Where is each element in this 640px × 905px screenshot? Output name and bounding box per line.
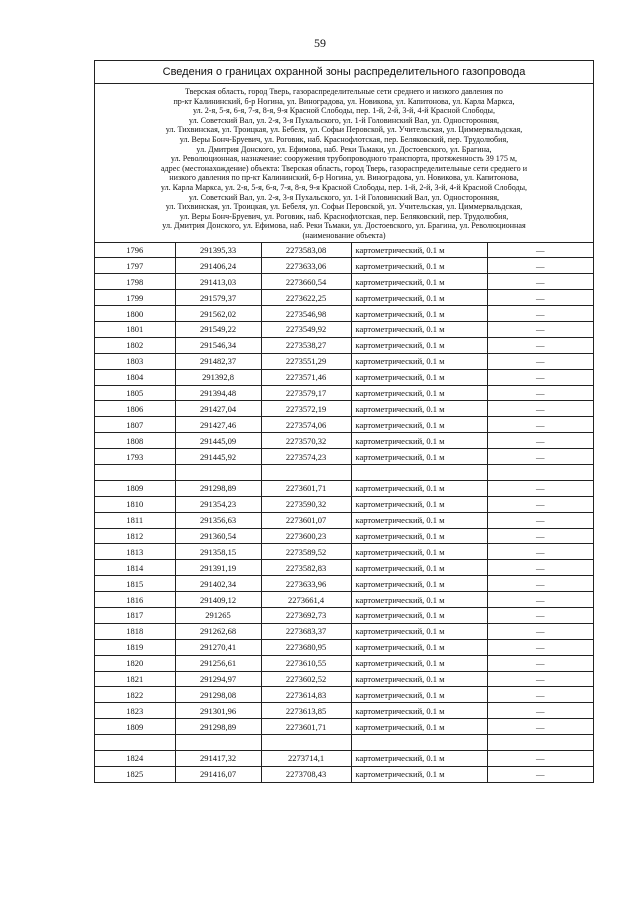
method-accuracy: картометрический, 0.1 м bbox=[351, 623, 487, 639]
method-accuracy: картометрический, 0.1 м bbox=[351, 671, 487, 687]
method-accuracy: картометрический, 0.1 м bbox=[351, 385, 487, 401]
method-accuracy: картометрический, 0.1 м bbox=[351, 607, 487, 623]
description-cell: — bbox=[487, 560, 593, 576]
description-cell: — bbox=[487, 290, 593, 306]
method-accuracy: картометрический, 0.1 м bbox=[351, 401, 487, 417]
coord-y: 2273571,46 bbox=[261, 369, 351, 385]
coord-x: 291395,33 bbox=[175, 243, 261, 258]
point-number: 1816 bbox=[95, 592, 175, 608]
table-row bbox=[95, 623, 593, 639]
method-accuracy: картометрический, 0.1 м bbox=[351, 766, 487, 781]
method-accuracy: картометрический, 0.1 м bbox=[351, 337, 487, 353]
coord-y: 2273714,1 bbox=[261, 751, 351, 767]
object-description bbox=[95, 84, 593, 243]
table-row bbox=[95, 512, 593, 528]
description-line: ул. Революционная, назначение: сооружения трубопроводного транспорта, протяженность 39 175 м, bbox=[170, 154, 518, 164]
description-cell: — bbox=[487, 703, 593, 719]
description-cell: — bbox=[487, 671, 593, 687]
description-cell: — bbox=[487, 385, 593, 401]
coord-x: 291265 bbox=[175, 607, 261, 623]
coord-x: 291562,02 bbox=[175, 306, 261, 322]
coord-y: 2273579,17 bbox=[261, 385, 351, 401]
point-number bbox=[95, 735, 175, 751]
table-row bbox=[95, 687, 593, 703]
coord-x: 291262,68 bbox=[175, 623, 261, 639]
description-line: ул. Карла Маркса, ул. 2-я, 5-я, 6-я, 7-я, 8-я, 9-я Красной Слободы, пер. 1-й, 2-й, 3-й, 4-й Красной Слободы, bbox=[160, 182, 528, 192]
description-line: (наименование объекта) bbox=[302, 230, 386, 240]
coord-y: 2273602,52 bbox=[261, 671, 351, 687]
coord-x: 291256,61 bbox=[175, 655, 261, 671]
table-row bbox=[95, 480, 593, 496]
coord-y: 2273633,96 bbox=[261, 576, 351, 592]
method-accuracy: картометрический, 0.1 м bbox=[351, 480, 487, 496]
description-cell: — bbox=[487, 544, 593, 560]
coord-x: 291413,03 bbox=[175, 274, 261, 290]
method-accuracy: картометрический, 0.1 м bbox=[351, 258, 487, 274]
coord-x: 291294,97 bbox=[175, 671, 261, 687]
description-line: ул. 2-я, 5-я, 6-я, 7-я, 8-я, 9-я Красной Слободы, пер. 1-й, 2-й, 3-й, 4-й Красной Слободы, bbox=[192, 106, 496, 116]
point-number: 1798 bbox=[95, 274, 175, 290]
coord-x: 291360,54 bbox=[175, 528, 261, 544]
point-number: 1799 bbox=[95, 290, 175, 306]
coord-y: 2273633,06 bbox=[261, 258, 351, 274]
coord-x: 291394,48 bbox=[175, 385, 261, 401]
description-line: Тверская область, город Тверь, газораспределительные сети среднего и низкого давления по bbox=[185, 87, 503, 96]
coord-x: 291417,32 bbox=[175, 751, 261, 767]
description-line: ул. Советский Вал, ул. 2-я, 3-я Пухальского, ул. 1-й Головинский Вал, ул. Односторонняя, bbox=[188, 192, 500, 202]
table-row bbox=[95, 337, 593, 353]
coord-y: 2273601,71 bbox=[261, 719, 351, 735]
table-row bbox=[95, 592, 593, 608]
method-accuracy: картометрический, 0.1 м bbox=[351, 369, 487, 385]
description-cell: — bbox=[487, 751, 593, 767]
coord-y: 2273589,52 bbox=[261, 544, 351, 560]
description-cell: — bbox=[487, 480, 593, 496]
coord-x: 291358,15 bbox=[175, 544, 261, 560]
coord-x bbox=[175, 735, 261, 751]
method-accuracy bbox=[351, 464, 487, 480]
coord-y: 2273582,83 bbox=[261, 560, 351, 576]
method-accuracy: картометрический, 0.1 м bbox=[351, 703, 487, 719]
coord-x: 291579,37 bbox=[175, 290, 261, 306]
point-number: 1824 bbox=[95, 751, 175, 767]
method-accuracy: картометрический, 0.1 м bbox=[351, 655, 487, 671]
description-line: ул. Веры Бонч-Бруевич, ул. Роговик, наб. Краснофлотская, пер. Беляковский, пер. Трудолюбия, bbox=[179, 134, 509, 144]
description-cell: — bbox=[487, 655, 593, 671]
coord-y: 2273551,29 bbox=[261, 353, 351, 369]
coord-y: 2273661,4 bbox=[261, 592, 351, 608]
point-number: 1825 bbox=[95, 766, 175, 781]
coord-y: 2273583,08 bbox=[261, 243, 351, 258]
coord-x: 291298,89 bbox=[175, 480, 261, 496]
table-row bbox=[95, 353, 593, 369]
table-row bbox=[95, 751, 593, 767]
document-title: Сведения о границах охранной зоны распределительного газопровода bbox=[95, 61, 593, 84]
coord-x: 291406,24 bbox=[175, 258, 261, 274]
coord-y: 2273570,32 bbox=[261, 433, 351, 449]
point-number: 1800 bbox=[95, 306, 175, 322]
coord-x: 291482,37 bbox=[175, 353, 261, 369]
description-cell: — bbox=[487, 337, 593, 353]
method-accuracy: картометрический, 0.1 м bbox=[351, 719, 487, 735]
point-number: 1813 bbox=[95, 544, 175, 560]
method-accuracy: картометрический, 0.1 м bbox=[351, 639, 487, 655]
coord-y: 2273546,98 bbox=[261, 306, 351, 322]
point-number: 1793 bbox=[95, 449, 175, 465]
point-number: 1802 bbox=[95, 337, 175, 353]
description-cell: — bbox=[487, 639, 593, 655]
method-accuracy: картометрический, 0.1 м bbox=[351, 243, 487, 258]
description-cell: — bbox=[487, 401, 593, 417]
coord-y: 2273683,37 bbox=[261, 623, 351, 639]
table-row bbox=[95, 544, 593, 560]
description-cell: — bbox=[487, 623, 593, 639]
description-line: низкого давления по пр-кт Калининский, б-р Ногина, ул. Виноградова, ул. Новикова, ул. Капитонова, bbox=[169, 173, 519, 183]
point-number: 1812 bbox=[95, 528, 175, 544]
description-line: адрес (местонахождение) объекта: Тверская область, город Тверь, газораспределительные сети среднего и bbox=[160, 163, 528, 173]
coord-x: 291354,23 bbox=[175, 496, 261, 512]
description-cell: — bbox=[487, 719, 593, 735]
table-row bbox=[95, 243, 593, 258]
coord-x: 291427,04 bbox=[175, 401, 261, 417]
coord-x: 291298,89 bbox=[175, 719, 261, 735]
description-cell bbox=[487, 464, 593, 480]
description-line: ул. Советский Вал, ул. 2-я, 3-я Пухальского, ул. 1-й Головинский Вал, ул. Односторонняя, bbox=[188, 115, 500, 125]
description-cell: — bbox=[487, 512, 593, 528]
table-row bbox=[95, 385, 593, 401]
page-number: 59 bbox=[314, 36, 326, 50]
method-accuracy: картометрический, 0.1 м bbox=[351, 687, 487, 703]
point-number: 1819 bbox=[95, 639, 175, 655]
coord-y: 2273549,92 bbox=[261, 321, 351, 337]
point-number: 1797 bbox=[95, 258, 175, 274]
point-number: 1805 bbox=[95, 385, 175, 401]
coord-y: 2273610,55 bbox=[261, 655, 351, 671]
method-accuracy: картометрический, 0.1 м bbox=[351, 751, 487, 767]
description-cell: — bbox=[487, 306, 593, 322]
coord-x: 291392,8 bbox=[175, 369, 261, 385]
description-cell: — bbox=[487, 576, 593, 592]
table-row bbox=[95, 528, 593, 544]
description-cell: — bbox=[487, 369, 593, 385]
point-number: 1806 bbox=[95, 401, 175, 417]
coord-x: 291298,08 bbox=[175, 687, 261, 703]
table-row bbox=[95, 766, 593, 781]
method-accuracy: картометрический, 0.1 м bbox=[351, 576, 487, 592]
table-row bbox=[95, 655, 593, 671]
method-accuracy: картометрический, 0.1 м bbox=[351, 560, 487, 576]
coord-y: 2273692,73 bbox=[261, 607, 351, 623]
description-cell: — bbox=[487, 321, 593, 337]
method-accuracy: картометрический, 0.1 м bbox=[351, 417, 487, 433]
table-row bbox=[95, 496, 593, 512]
coord-y: 2273601,07 bbox=[261, 512, 351, 528]
point-number: 1820 bbox=[95, 655, 175, 671]
point-number: 1823 bbox=[95, 703, 175, 719]
table-row bbox=[95, 290, 593, 306]
method-accuracy: картометрический, 0.1 м bbox=[351, 290, 487, 306]
point-number: 1803 bbox=[95, 353, 175, 369]
coord-y: 2273574,06 bbox=[261, 417, 351, 433]
description-cell: — bbox=[487, 353, 593, 369]
description-cell: — bbox=[487, 607, 593, 623]
coord-y: 2273574,23 bbox=[261, 449, 351, 465]
coord-y: 2273538,27 bbox=[261, 337, 351, 353]
table-row bbox=[95, 258, 593, 274]
table-row bbox=[95, 576, 593, 592]
method-accuracy: картометрический, 0.1 м bbox=[351, 528, 487, 544]
method-accuracy: картометрический, 0.1 м bbox=[351, 449, 487, 465]
coord-y: 2273614,83 bbox=[261, 687, 351, 703]
method-accuracy: картометрический, 0.1 м bbox=[351, 544, 487, 560]
table-row bbox=[95, 449, 593, 465]
description-line: ул. Тихвинская, ул. Троицкая, ул. Бебеля, ул. Софьи Перовской, ул. Учительская, ул. Циммервальдская, bbox=[165, 125, 523, 135]
document-sheet bbox=[94, 60, 594, 783]
coord-x: 291356,63 bbox=[175, 512, 261, 528]
description-line: ул. Дмитрия Донского, ул. Ефимова, наб. Реки Тьмаки, ул. Достоевского, ул. Брагина, bbox=[196, 144, 492, 154]
coord-x bbox=[175, 464, 261, 480]
coord-x: 291416,07 bbox=[175, 766, 261, 781]
method-accuracy: картометрический, 0.1 м bbox=[351, 512, 487, 528]
coord-x: 291445,09 bbox=[175, 433, 261, 449]
method-accuracy: картометрический, 0.1 м bbox=[351, 592, 487, 608]
description-cell: — bbox=[487, 766, 593, 781]
point-number: 1810 bbox=[95, 496, 175, 512]
coord-x: 291270,41 bbox=[175, 639, 261, 655]
table-row bbox=[95, 321, 593, 337]
coord-x: 291549,22 bbox=[175, 321, 261, 337]
method-accuracy: картометрический, 0.1 м bbox=[351, 433, 487, 449]
description-line: ул. Дмитрия Донского, ул. Ефимова, наб. Реки Тьмаки, ул. Достоевского, ул. Брагина, ул. Революционная bbox=[162, 221, 526, 231]
table-row bbox=[95, 607, 593, 623]
method-accuracy bbox=[351, 735, 487, 751]
description-cell: — bbox=[487, 433, 593, 449]
table-row bbox=[95, 274, 593, 290]
table-row bbox=[95, 671, 593, 687]
method-accuracy: картометрический, 0.1 м bbox=[351, 353, 487, 369]
description-line: пр-кт Калининский, б-р Ногина, ул. Виноградова, ул. Новикова, ул. Капитонова, ул. Карла Маркса, bbox=[173, 96, 515, 106]
coord-y: 2273680,95 bbox=[261, 639, 351, 655]
table-row bbox=[95, 417, 593, 433]
description-cell: — bbox=[487, 592, 593, 608]
table-row bbox=[95, 464, 593, 480]
method-accuracy: картометрический, 0.1 м bbox=[351, 321, 487, 337]
description-cell: — bbox=[487, 687, 593, 703]
coordinates-table bbox=[95, 243, 593, 782]
coord-x: 291445,92 bbox=[175, 449, 261, 465]
description-cell bbox=[487, 735, 593, 751]
description-cell: — bbox=[487, 496, 593, 512]
point-number: 1818 bbox=[95, 623, 175, 639]
point-number: 1815 bbox=[95, 576, 175, 592]
point-number: 1809 bbox=[95, 480, 175, 496]
coord-y: 2273708,43 bbox=[261, 766, 351, 781]
coord-y: 2273622,25 bbox=[261, 290, 351, 306]
description-cell: — bbox=[487, 258, 593, 274]
point-number: 1796 bbox=[95, 243, 175, 258]
point-number: 1821 bbox=[95, 671, 175, 687]
coord-y bbox=[261, 735, 351, 751]
description-cell: — bbox=[487, 449, 593, 465]
point-number: 1814 bbox=[95, 560, 175, 576]
table-row bbox=[95, 735, 593, 751]
point-number: 1811 bbox=[95, 512, 175, 528]
table-row bbox=[95, 703, 593, 719]
description-cell: — bbox=[487, 528, 593, 544]
coord-y: 2273613,85 bbox=[261, 703, 351, 719]
point-number: 1808 bbox=[95, 433, 175, 449]
description-cell: — bbox=[487, 417, 593, 433]
table-row bbox=[95, 306, 593, 322]
table-row bbox=[95, 719, 593, 735]
coord-y: 2273572,19 bbox=[261, 401, 351, 417]
point-number: 1817 bbox=[95, 607, 175, 623]
point-number: 1807 bbox=[95, 417, 175, 433]
point-number: 1809 bbox=[95, 719, 175, 735]
description-line: ул. Тихвинская, ул. Троицкая, ул. Бебеля, ул. Софьи Перовской, ул. Учительская, ул. Циммервальдская, bbox=[165, 202, 523, 212]
description-cell: — bbox=[487, 243, 593, 258]
point-number: 1804 bbox=[95, 369, 175, 385]
point-number bbox=[95, 464, 175, 480]
description-cell: — bbox=[487, 274, 593, 290]
coord-y: 2273590,32 bbox=[261, 496, 351, 512]
coord-y: 2273600,23 bbox=[261, 528, 351, 544]
coord-x: 291301,96 bbox=[175, 703, 261, 719]
coord-x: 291427,46 bbox=[175, 417, 261, 433]
table-row bbox=[95, 560, 593, 576]
point-number: 1801 bbox=[95, 321, 175, 337]
coord-y: 2273660,54 bbox=[261, 274, 351, 290]
description-line: ул. Веры Бонч-Бруевич, ул. Роговик, наб. Краснофлотская, пер. Беляковский, пер. Трудолюбия, bbox=[179, 211, 509, 221]
coord-y: 2273601,71 bbox=[261, 480, 351, 496]
coord-y bbox=[261, 464, 351, 480]
table-row bbox=[95, 433, 593, 449]
table-row bbox=[95, 369, 593, 385]
table-row bbox=[95, 401, 593, 417]
method-accuracy: картометрический, 0.1 м bbox=[351, 306, 487, 322]
coord-x: 291391,19 bbox=[175, 560, 261, 576]
method-accuracy: картометрический, 0.1 м bbox=[351, 274, 487, 290]
coord-x: 291402,34 bbox=[175, 576, 261, 592]
coord-x: 291409,12 bbox=[175, 592, 261, 608]
table-row bbox=[95, 639, 593, 655]
method-accuracy: картометрический, 0.1 м bbox=[351, 496, 487, 512]
coord-x: 291546,34 bbox=[175, 337, 261, 353]
point-number: 1822 bbox=[95, 687, 175, 703]
